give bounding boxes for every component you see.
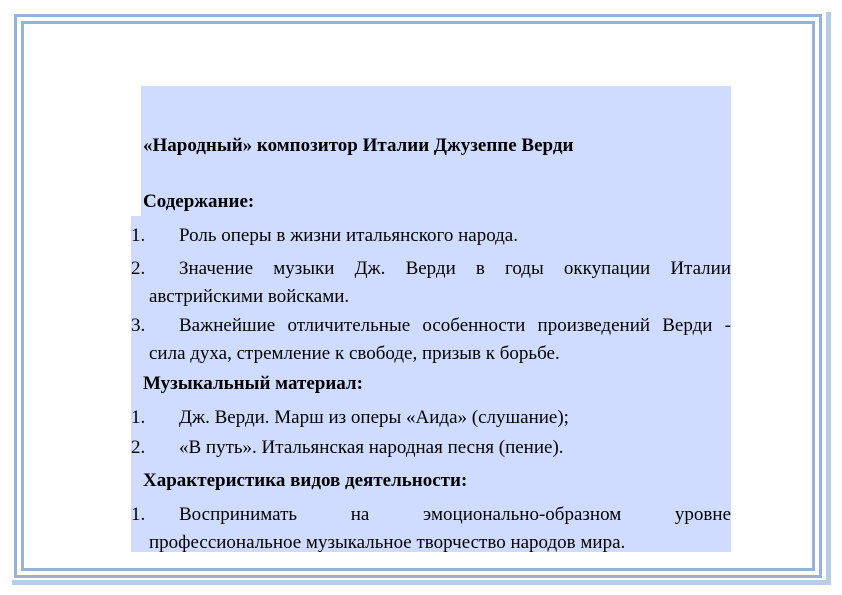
section-heading-music-material: Музыкальный материал: [143,373,363,394]
section-heading-activities: Характеристика видов деятельности: [143,470,468,491]
list-item-text: Воспринимать на эмоционально-образном уровне профессиональное музыкальное творчество народов мира. [149,504,731,553]
content-block [131,86,731,552]
list-item-text: Значение музыки Дж. Верди в годы оккупации Италии австрийскими войсками. [149,258,731,307]
list-item-number: 1. [131,504,146,525]
list-item-number: 2. [131,437,146,458]
list-item-number: 1. [131,225,146,246]
list-item-text: Роль оперы в жизни итальянского народа. [179,225,518,246]
slide-title: «Народный» композитор Италии Джузеппе Верди [143,135,574,156]
list-item-text: Дж. Верди. Марш из оперы «Аида» (слушание); [179,407,569,428]
frame-shadow-bottom [12,580,831,585]
list-item-text: «В путь». Итальянская народная песня (пение). [179,437,564,458]
list-item-number: 2. [131,258,146,279]
frame-shadow-right [826,12,831,582]
section-heading-contents: Содержание: [143,191,255,212]
list-item-text: Важнейшие отличительные особенности произведений Верди - сила духа, стремление к свободе, призыв к борьбе. [149,315,731,364]
list-item-number: 3. [131,315,146,336]
list-item-number: 1. [131,407,146,428]
